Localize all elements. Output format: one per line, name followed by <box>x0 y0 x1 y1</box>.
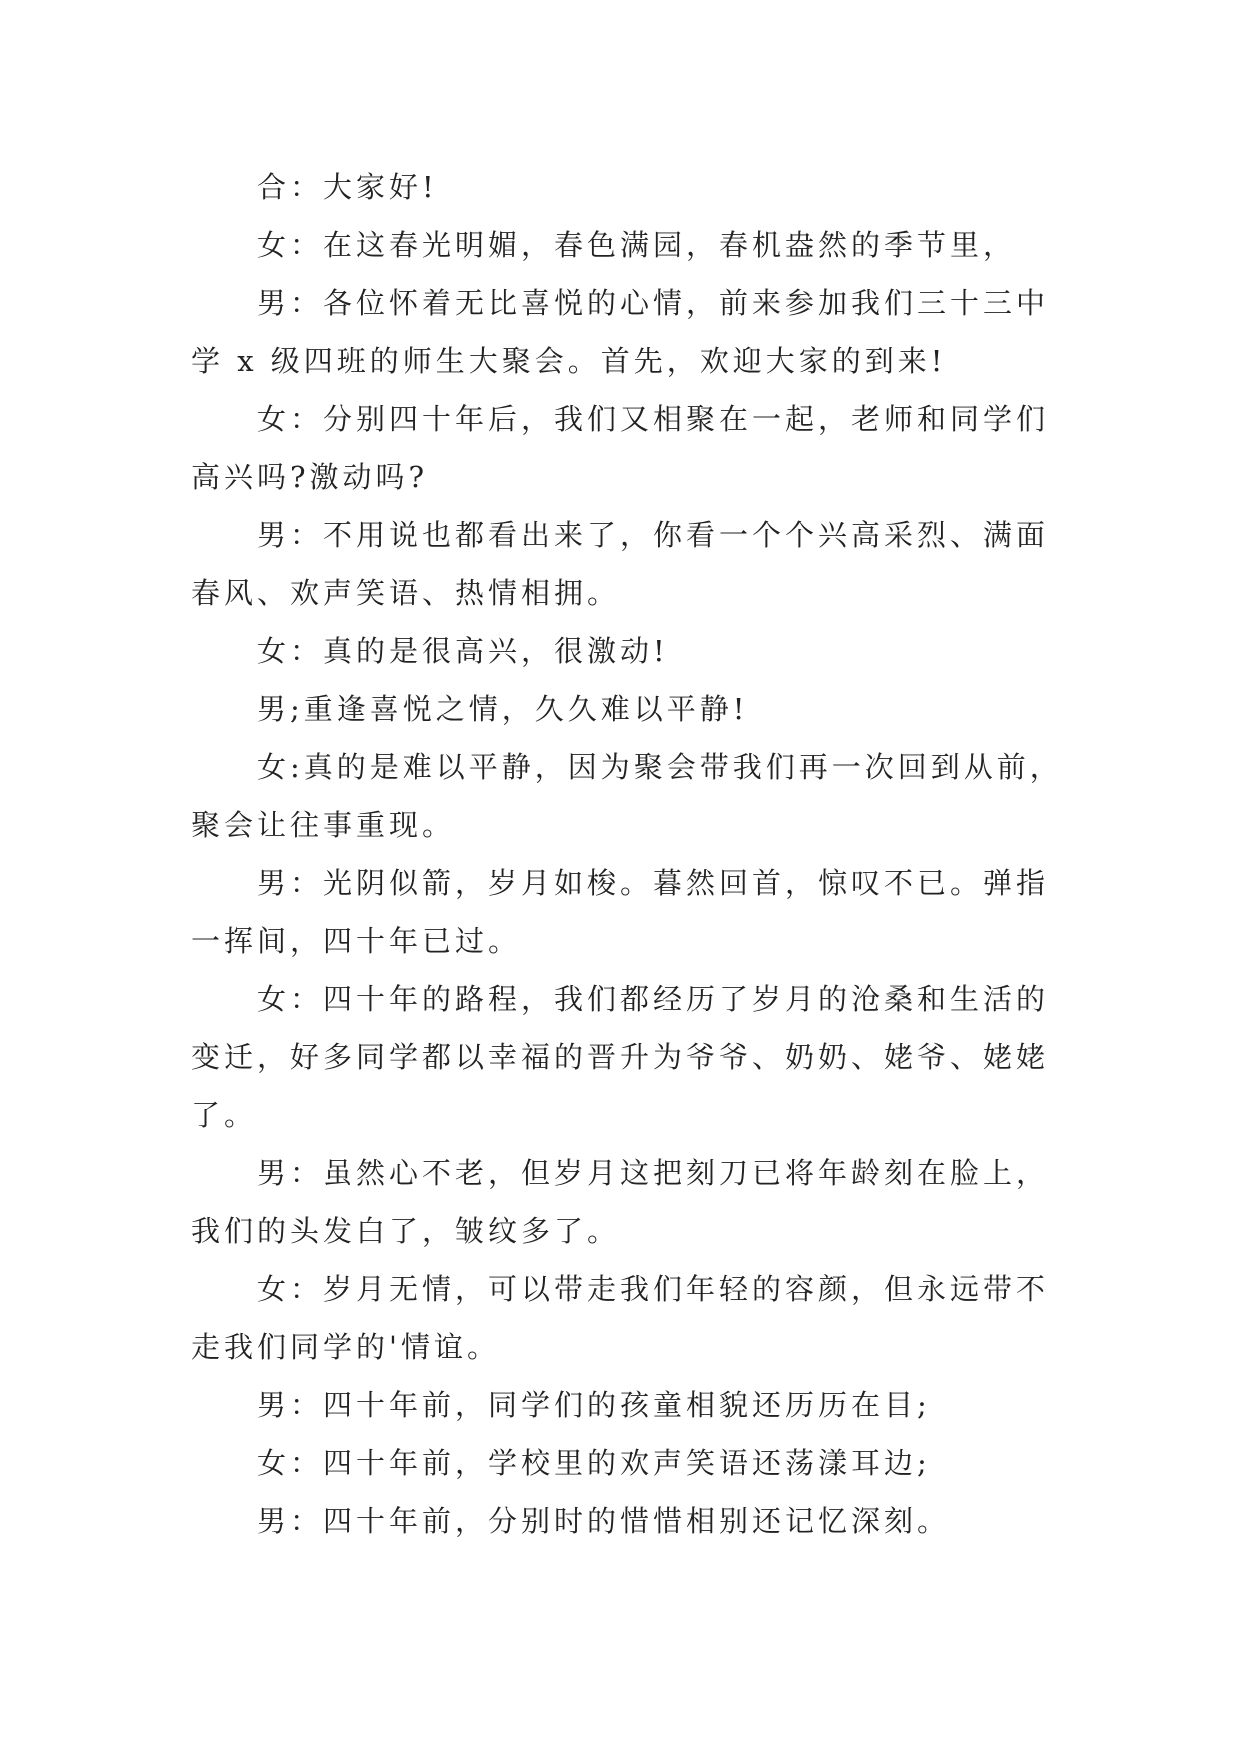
document-body <box>191 158 1071 1550</box>
paragraph: 女：在这春光明媚，春色满园，春机盎然的季节里， <box>257 228 1017 262</box>
paragraph: 女：四十年前，学校里的欢声笑语还荡漾耳边; <box>257 1446 931 1480</box>
paragraph: 女：分别四十年后，我们又相聚在一起，老师和同学们高兴吗?激动吗? <box>191 402 1050 494</box>
paragraph: 女:真的是难以平静，因为聚会带我们再一次回到从前，聚会让往事重现。 <box>191 750 1063 842</box>
paragraph: 男：不用说也都看出来了，你看一个个兴高采烈、满面春风、欢声笑语、热情相拥。 <box>191 518 1050 610</box>
paragraph: 男：光阴似箭，岁月如梭。暮然回首，惊叹不已。弹指一挥间，四十年已过。 <box>191 866 1050 958</box>
paragraph: 男：四十年前，分别时的惜惜相别还记忆深刻。 <box>257 1504 951 1538</box>
paragraph: 合：大家好! <box>257 170 438 204</box>
paragraph: 女：四十年的路程，我们都经历了岁月的沧桑和生活的变迁，好多同学都以幸福的晋升为爷爷、奶奶、姥爷、姥姥了。 <box>191 982 1050 1132</box>
paragraph: 女：岁月无情，可以带走我们年轻的容颜，但永远带不走我们同学的'情谊。 <box>191 1272 1050 1364</box>
paragraph: 女：真的是很高兴，很激动! <box>257 634 669 668</box>
paragraph: 男：虽然心不老，但岁月这把刻刀已将年龄刻在脸上，我们的头发白了，皱纹多了。 <box>191 1156 1050 1248</box>
paragraph: 男：四十年前，同学们的孩童相貌还历历在目; <box>257 1388 931 1422</box>
paragraph: 男;重逢喜悦之情，久久难以平静! <box>257 692 749 726</box>
paragraph: 男：各位怀着无比喜悦的心情，前来参加我们三十三中学 x 级四班的师生大聚会。首先，欢迎大家的到来! <box>191 286 1050 378</box>
